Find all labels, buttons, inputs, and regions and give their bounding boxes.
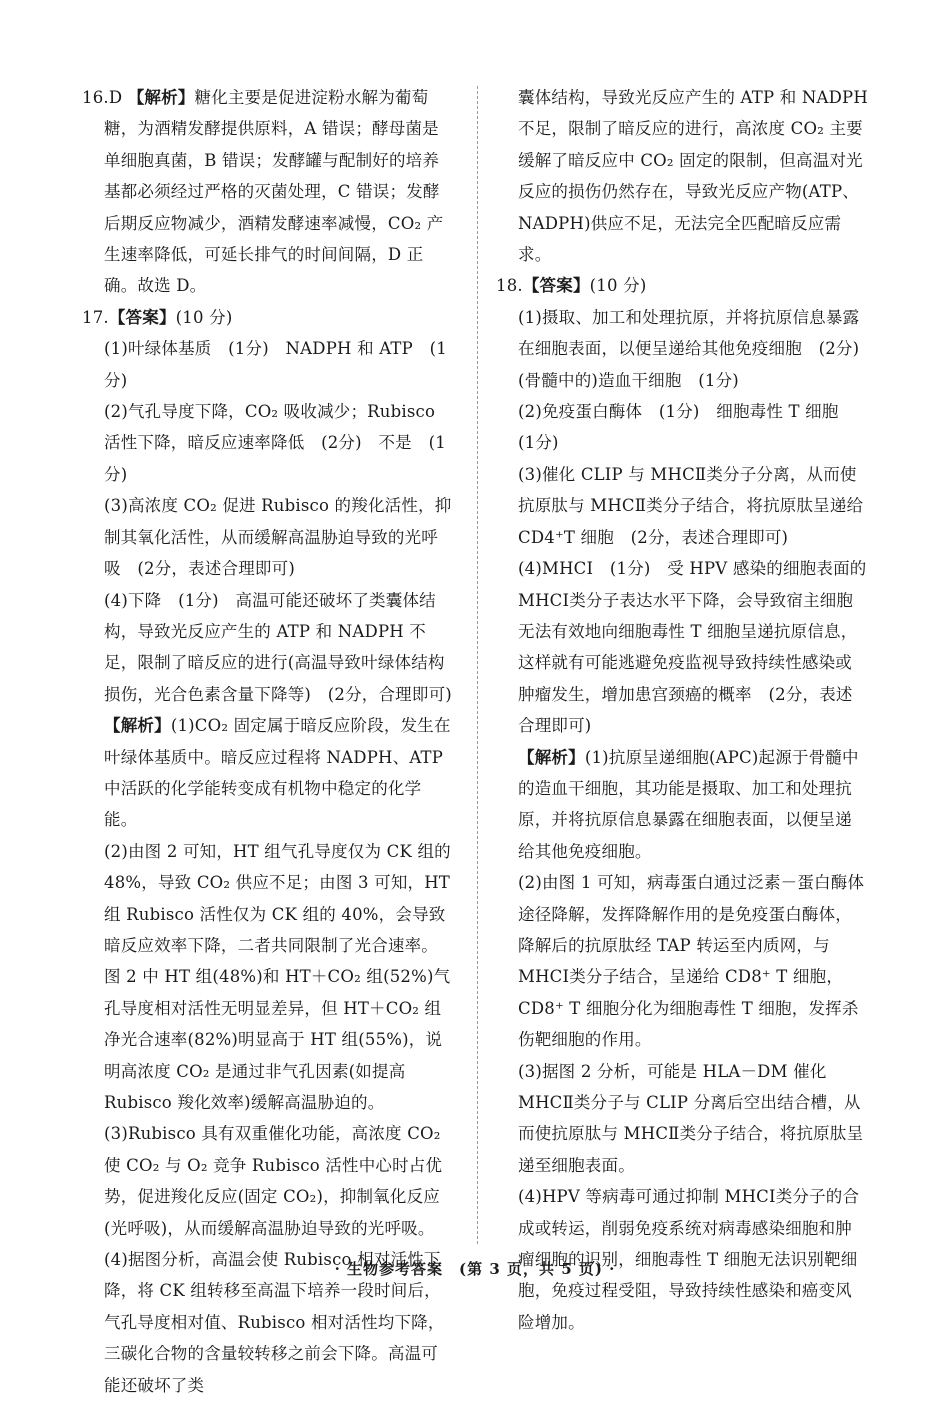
paragraph-text: 17. — [82, 307, 109, 327]
paragraph-text: (4)MHCⅠ (1分) 受 HPV 感染的细胞表面的 MHCⅠ类分子表达水平下降，会导致宿主细胞无法有效地向细胞毒性 T 细胞呈递抗原信息，这样就有可能逃避免疫监视导致持续性感染或肿瘤发生，增加患宫颈癌的概率 (2分，表述合理即可) — [518, 559, 867, 736]
answer-paragraph — [496, 270, 868, 301]
answer-paragraph — [82, 836, 454, 1119]
paragraph-text: 16.D — [82, 88, 128, 107]
answer-paragraph — [82, 585, 454, 711]
answer-paragraph — [496, 82, 868, 270]
paragraph-text: (3)Rubisco 具有双重催化功能，高浓度 CO₂ 使 CO₂ 与 O₂ 竞争 Rubisco 活性中心时占优势，促进羧化反应(固定 CO₂)，抑制氧化反应(光呼吸)，从而缓解高温胁迫导致的光呼吸。 — [104, 1124, 443, 1238]
paragraph-text: (1)抗原呈递细胞(APC)起源于骨髓中的造血干细胞，其功能是摄取、加工和处理抗原，并将抗原信息暴露在细胞表面，以便呈递给其他免疫细胞。 — [518, 747, 859, 861]
paragraph-text: (2)气孔导度下降，CO₂ 吸收减少；Rubisco 活性下降，暗反应速率降低 (2分) 不是 (1分) — [104, 402, 446, 484]
paragraph-text: (3)据图 2 分析，可能是 HLA－DM 催化 MHCⅡ类分子与 CLIP 分离后空出结合槽，从而使抗原肽与 MHCⅡ类分子结合，将抗原肽呈递至细胞表面。 — [518, 1061, 864, 1175]
right-column — [496, 82, 876, 1338]
paragraph-text: (4)HPV 等病毒可通过抑制 MHCⅠ类分子的合成或转运，削弱免疫系统对病毒感染细胞和肿瘤细胞的识别，细胞毒性 T 细胞无法识别靶细胞，免疫过程受阻，导致持续性感染和癌变风险增加。 — [518, 1187, 860, 1332]
section-marker: 【解析】 — [127, 88, 195, 107]
paragraph-text: (10 分) — [589, 276, 647, 296]
paragraph-text: (2)由图 1 可知，病毒蛋白通过泛素－蛋白酶体途径降解，发挥降解作用的是免疫蛋白酶体，降解后的抗原肽经 TAP 转运至内质网，与 MHCⅠ类分子结合，呈递给 CD8⁺ T 细胞，CD8⁺ T 细胞分化为细胞毒性 T 细胞，发挥杀伤靶细胞的作用。 — [518, 873, 865, 1050]
paragraph-text: (4)下降 (1分) 高温可能还破坏了类囊体结构，导致光反应产生的 ATP 和 NADPH 不足，限制了暗反应的进行(高温导致叶绿体结构损伤，光合色素含量下降等) (2分，合理即可) — [104, 590, 452, 704]
answer-paragraph — [82, 396, 454, 490]
paragraph-text: 囊体结构，导致光反应产生的 ATP 和 NADPH 不足，限制了暗反应的进行，高浓度 CO₂ 主要缓解了暗反应中 CO₂ 固定的限制，但高温对光反应的损伤仍然存在，导致光反应产物(ATP、NADPH)供应不足，无法完全匹配暗反应需求。 — [518, 88, 868, 265]
answer-paragraph — [82, 1118, 454, 1244]
answer-paragraph — [496, 459, 868, 553]
answer-paragraph — [496, 742, 868, 868]
paragraph-text: (1)摄取、加工和处理抗原，并将抗原信息暴露在细胞表面，以便呈递给其他免疫细胞 (2分) (骨髓中的)造血干细胞 (1分) — [518, 307, 876, 390]
paragraph-text: (2)由图 2 可知，HT 组气孔导度仅为 CK 组的 48%，导致 CO₂ 供应不足；由图 3 可知，HT 组 Rubisco 活性仅为 CK 组的 40%，会导致暗反应效率下降，二者共同限制了光合速率。图 2 中 HT 组(48%)和 HT＋CO₂ 组(52%)气孔导度相对活性无明显差异，但 HT＋CO₂ 组净光合速率(82%)明显高于 HT 组(55%)，说明高浓度 CO₂ 是通过非气孔因素(如提高 Rubisco 羧化效率)缓解高温胁迫的。 — [104, 841, 451, 1112]
paragraph-text: (1)叶绿体基质 (1分) NADPH 和 ATP (1分) — [104, 339, 447, 390]
answer-paragraph — [82, 302, 454, 333]
answer-paragraph — [82, 710, 454, 836]
left-column — [82, 82, 454, 1401]
paragraph-text: (3)高浓度 CO₂ 促进 Rubisco 的羧化活性，抑制其氧化活性，从而缓解高温胁迫导致的光呼吸 (2分，表述合理即可) — [104, 496, 452, 579]
section-marker: 【解析】 — [104, 716, 171, 736]
page-footer: · 生物参考答案 (第 3 页，共 5 页) · — [334, 1260, 616, 1278]
section-marker: 【解析】 — [518, 747, 585, 767]
answer-paragraph — [496, 302, 876, 396]
section-marker: 【答案】 — [522, 276, 590, 296]
paragraph-text: (1)CO₂ 固定属于暗反应阶段，发生在叶绿体基质中。暗反应过程将 NADPH、ATP 中活跃的化学能转变成有机物中稳定的化学能。 — [104, 716, 451, 830]
paragraph-text: (3)催化 CLIP 与 MHCⅡ类分子分离，从而使抗原肽与 MHCⅡ类分子结合，将抗原肽呈递给 CD4⁺T 细胞 (2分，表述合理即可) — [518, 464, 864, 547]
paragraph-text: (10 分) — [175, 307, 233, 327]
column-divider — [477, 86, 478, 1244]
section-marker: 【答案】 — [108, 307, 176, 327]
paragraph-text: (2)免疫蛋白酶体 (1分) 细胞毒性 T 细胞 (1分) — [518, 402, 856, 453]
answer-paragraph — [82, 333, 454, 396]
answer-paragraph — [496, 553, 868, 741]
answer-paragraph — [496, 867, 868, 1055]
paragraph-text: 18. — [496, 276, 523, 296]
answer-paragraph — [82, 82, 454, 302]
paragraph-text: 糖化主要是促进淀粉水解为葡萄糖，为酒精发酵提供原料，A 错误；酵母菌是单细胞真菌，B 错误；发酵罐与配制好的培养基都必须经过严格的灭菌处理，C 错误；发酵后期反应物减少，酒精发酵速率减慢，CO₂ 产生速率降低，可延长排气的时间间隔，D 正确。故选 D。 — [104, 88, 444, 296]
answer-paragraph — [496, 396, 868, 459]
answer-paragraph — [82, 490, 454, 584]
answer-paragraph — [496, 1056, 868, 1182]
paragraph-text: (4)据图分析，高温会使 Rubisco 相对活性下降，将 CK 组转移至高温下培养一段时间后，气孔导度相对值、Rubisco 相对活性均下降，三碳化合物的含量较转移之前会下降。高温可能还破坏了类 — [104, 1250, 445, 1395]
